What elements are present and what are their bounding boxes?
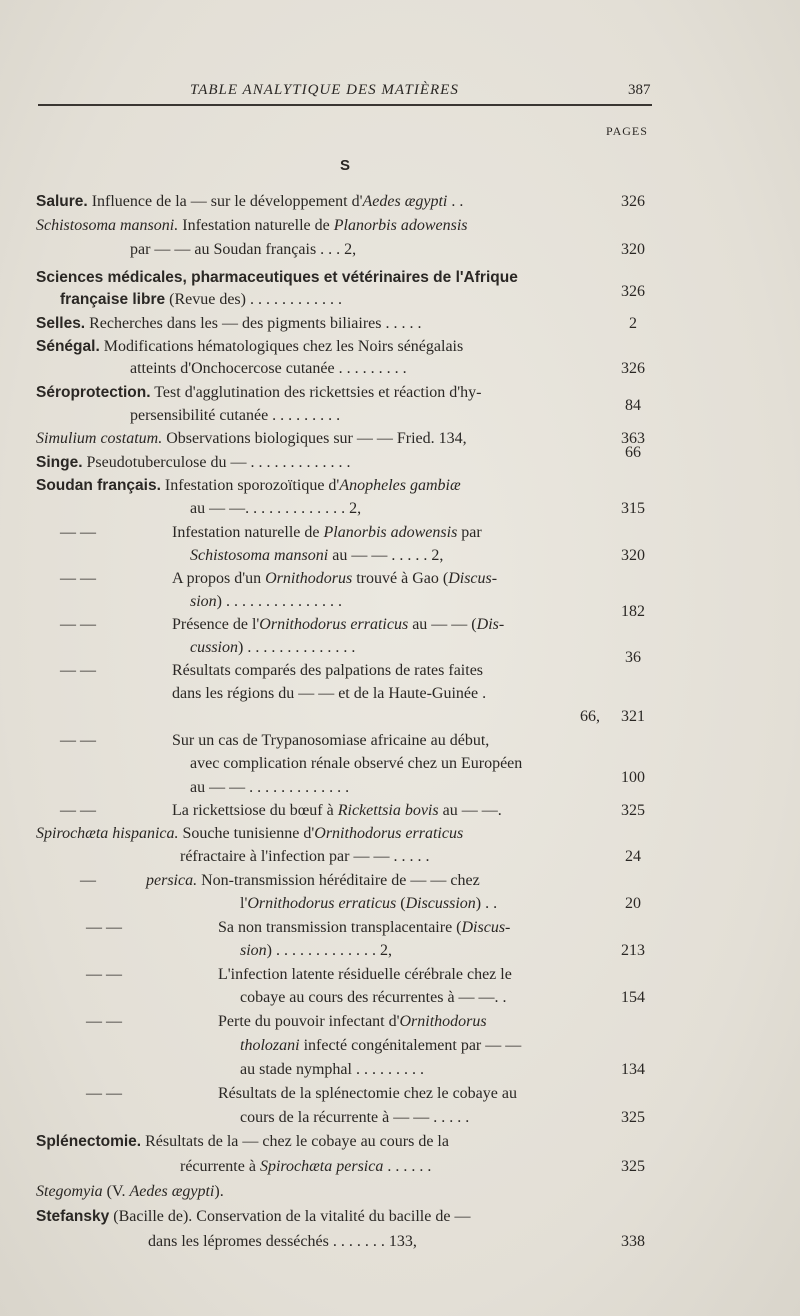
- index-line: [0, 381, 800, 404]
- entry-italic-text: Planorbis adowensis: [333, 217, 468, 234]
- entry-italic-text: Simulium costatum.: [36, 430, 163, 447]
- section-letter: S: [339, 157, 350, 174]
- entry-segment: au stade nymphal . . . . . . . . .: [240, 1061, 424, 1078]
- entry-headword: Sciences médicales, pharmaceutiques et vétérinaires de l'Afrique: [36, 269, 518, 286]
- index-line: [0, 190, 800, 213]
- entry-italic-text: Schistosoma mansoni.: [36, 217, 179, 234]
- entry-text: [180, 845, 429, 868]
- index-line: [0, 214, 800, 237]
- entry-text: [172, 567, 497, 590]
- index-line: [0, 1010, 800, 1033]
- entry-headword: Soudan français.: [36, 477, 161, 494]
- entry-headword: Salure.: [36, 193, 88, 210]
- index-line: [0, 1180, 800, 1203]
- entry-text: [130, 238, 356, 261]
- entry-text: [36, 214, 468, 237]
- entry-headword: Splénectomie.: [36, 1133, 142, 1150]
- index-line: [0, 266, 800, 289]
- index-line: [0, 497, 800, 520]
- entry-italic-text: sion: [240, 942, 267, 959]
- entry-headword: Selles.: [36, 315, 86, 332]
- entry-headword: Sénégal.: [36, 338, 100, 355]
- entry-segment: infecté congénitalement par — —: [299, 1037, 522, 1054]
- index-line: [0, 822, 800, 845]
- entry-segment: (: [396, 895, 406, 912]
- entry-segment: Influence de la — sur le développement d': [87, 193, 363, 210]
- page-reference: 84: [625, 397, 641, 414]
- entry-segment: au — — (: [408, 616, 477, 633]
- index-line: [0, 544, 800, 567]
- entry-italic-text: Aedes ægypti: [362, 193, 448, 210]
- entry-italic-text: Ornithodorus: [399, 1013, 487, 1030]
- entry-text: [218, 916, 510, 939]
- entry-text: [172, 659, 483, 682]
- entry-text: [218, 1010, 487, 1033]
- entry-segment: trouvé à Gao (: [352, 570, 449, 587]
- entry-segment: avec complication rénale observé chez un Européen: [190, 755, 523, 772]
- ditto-dash: — —: [60, 662, 96, 679]
- page-reference: 325: [621, 1158, 645, 1175]
- ditto-dash: — —: [86, 1013, 122, 1030]
- entry-segment: réfractaire à l'infection par — — . . . . .: [180, 848, 430, 865]
- entry-italic-text: Ornithodorus erraticus: [314, 825, 464, 842]
- entry-text: [36, 474, 461, 497]
- index-line: [0, 1205, 800, 1228]
- ditto-dash: — —: [60, 570, 96, 587]
- entry-segment: Sur un cas de Trypanosomiase africaine au début,: [172, 732, 490, 749]
- entry-text: [36, 822, 463, 845]
- entry-text: [36, 1180, 224, 1203]
- page-reference: 66: [625, 444, 641, 461]
- index-line: [0, 1230, 800, 1253]
- index-line: [0, 427, 800, 450]
- entry-segment: Modifications hématologiques chez les Noirs sénégalais: [99, 338, 464, 355]
- index-line: [0, 729, 800, 752]
- entry-italic-text: Ornithodorus erraticus: [247, 895, 397, 912]
- page-reference: 213: [621, 942, 645, 959]
- index-line: [0, 474, 800, 497]
- header-rule: [38, 104, 652, 106]
- entry-text: [148, 1230, 417, 1253]
- index-line: [0, 1082, 800, 1105]
- entry-segment: (Bacille de). Conservation de la vitalité du bacille de —: [109, 1208, 471, 1225]
- entry-text: [172, 613, 504, 636]
- index-line: [0, 769, 800, 799]
- index-line: [0, 312, 800, 335]
- entry-segment: Pseudotuberculose du — . . . . . . . . . . . . .: [82, 454, 351, 471]
- entry-segment: . . . . . .: [383, 1158, 432, 1175]
- entry-text: [36, 312, 422, 335]
- entry-segment: ) . . . . . . . . . . . . . . .: [216, 593, 342, 610]
- entry-segment: ) . . . . . . . . . . . . . .: [238, 639, 356, 656]
- entry-text: [36, 190, 463, 213]
- entry-italic-text: sion: [190, 593, 217, 610]
- index-line: [0, 335, 800, 358]
- index-line: [0, 705, 800, 728]
- entry-italic-text: persica.: [146, 872, 198, 889]
- ditto-dash: — —: [86, 919, 122, 936]
- index-line: [0, 892, 800, 915]
- entry-segment: Observations biologiques sur — — Fried. 134,: [162, 430, 467, 447]
- entry-segment: (V.: [102, 1183, 130, 1200]
- entry-italic-text: Spirochæta persica: [259, 1158, 384, 1175]
- index-line: [0, 613, 800, 636]
- entry-segment: cobaye au cours des récurrentes à — —. .: [240, 989, 507, 1006]
- entry-segment: ) . . . . . . . . . . . . . 2,: [266, 942, 392, 959]
- entry-text: [190, 544, 443, 567]
- index-line: [0, 1130, 800, 1153]
- entry-italic-text: Ornithodorus erraticus: [259, 616, 409, 633]
- ditto-dash: — —: [86, 966, 122, 983]
- entry-text: [218, 1082, 517, 1105]
- entry-text: [172, 729, 489, 752]
- ditto-dash: — —: [60, 802, 96, 819]
- entry-segment: Infestation naturelle de: [178, 217, 334, 234]
- entry-text: [172, 682, 486, 705]
- entry-segment: cours de la récurrente à — — . . . . .: [240, 1109, 470, 1126]
- entry-italic-text: Dis-: [476, 616, 505, 633]
- index-line: [0, 799, 800, 822]
- entry-segment: l': [240, 895, 248, 912]
- ditto-dash: — —: [60, 616, 96, 633]
- entry-segment: (Revue des) . . . . . . . . . . . .: [165, 291, 342, 308]
- ditto-dash: — —: [86, 1085, 122, 1102]
- index-line: [0, 283, 800, 311]
- index-line: [0, 1106, 800, 1129]
- page-reference: 134: [621, 1061, 645, 1078]
- entry-segment: dans les lépromes desséchés . . . . . . . 133,: [148, 1233, 417, 1250]
- entry-segment: au — —. . . . . . . . . . . . . 2,: [190, 500, 362, 517]
- entry-italic-text: Spirochæta hispanica.: [36, 825, 179, 842]
- index-line: [0, 444, 800, 474]
- entry-segment: Sa non transmission transplacentaire (: [218, 919, 462, 936]
- entry-text: [190, 636, 355, 659]
- index-line: [0, 567, 800, 590]
- entry-italic-text: Schistosoma mansoni: [190, 547, 329, 564]
- ditto-dash: — —: [60, 524, 96, 541]
- page-reference: 321: [621, 708, 645, 725]
- entry-text: [190, 590, 342, 613]
- entry-segment: au — — . . . . . 2,: [328, 547, 444, 564]
- entry-segment: Résultats de la — chez le cobaye au cours de la: [141, 1133, 449, 1150]
- entry-segment: Infestation naturelle de: [172, 524, 324, 541]
- entry-segment: L'infection latente résiduelle cérébrale chez le: [218, 966, 512, 983]
- index-line: [0, 845, 800, 868]
- entry-segment: Présence de l': [172, 616, 260, 633]
- entry-segment: par — — au Soudan français . . . 2,: [130, 241, 357, 258]
- page-reference: 20: [625, 895, 641, 912]
- entry-text: [60, 288, 342, 311]
- index-line: [0, 238, 800, 261]
- entry-segment: Souche tunisienne d': [178, 825, 315, 842]
- entry-segment: Résultats comparés des palpations de rates faites: [172, 662, 484, 679]
- page-reference: 363: [621, 430, 645, 447]
- entry-text: [190, 752, 522, 775]
- entry-segment: Non-transmission héréditaire de — — chez: [197, 872, 480, 889]
- entry-segment: La rickettsiose du bœuf à: [172, 802, 338, 819]
- index-line: [0, 1155, 800, 1178]
- entry-italic-text: Planorbis adowensis: [323, 524, 458, 541]
- page-reference: 320: [621, 547, 645, 564]
- entry-text: [190, 497, 361, 520]
- entry-text: [240, 1058, 424, 1081]
- entry-segment: dans les régions du — — et de la Haute-Guinée .: [172, 685, 487, 702]
- entry-segment: Infestation sporozoïtique d': [160, 477, 340, 494]
- page-reference: 182: [621, 603, 645, 620]
- entry-text: [146, 869, 480, 892]
- entry-text: [240, 892, 497, 915]
- entry-text: [130, 404, 340, 427]
- entry-text: [172, 521, 482, 544]
- entry-text: [240, 1034, 521, 1057]
- index-line: [0, 1034, 800, 1057]
- entry-headword: Stefansky: [36, 1208, 110, 1225]
- entry-text: [580, 705, 600, 728]
- entry-text: [36, 266, 518, 289]
- entry-italic-text: Discus-: [461, 919, 511, 936]
- entry-segment: Recherches dans les — des pigments biliaires . . . . .: [85, 315, 422, 332]
- entry-headword: française libre: [60, 291, 166, 308]
- entry-italic-text: Discussion: [405, 895, 476, 912]
- index-line: [0, 752, 800, 775]
- page-reference: 2: [629, 315, 637, 332]
- entry-text: [36, 427, 467, 450]
- ditto-dash: —: [80, 872, 96, 889]
- entry-italic-text: Stegomyia: [36, 1183, 103, 1200]
- page-reference: 326: [621, 193, 645, 210]
- page-reference: 325: [621, 802, 645, 819]
- entry-italic-text: Aedes ægypti: [129, 1183, 215, 1200]
- page-reference: 154: [621, 989, 645, 1006]
- page-reference: 326: [621, 360, 645, 377]
- entry-text: [172, 799, 502, 822]
- entry-segment: Test d'agglutination des rickettsies et réaction d'hy-: [150, 384, 482, 401]
- page-reference: 325: [621, 1109, 645, 1126]
- entry-text: [190, 776, 349, 799]
- entry-italic-text: tholozani: [240, 1037, 300, 1054]
- entry-segment: par: [457, 524, 482, 541]
- entry-headword: Singe.: [36, 454, 83, 471]
- page-reference: 100: [621, 769, 645, 786]
- entry-text: [240, 939, 392, 962]
- entry-text: [240, 1106, 469, 1129]
- entry-text: [36, 335, 463, 358]
- index-line: [0, 1058, 800, 1081]
- entry-text: [36, 1205, 470, 1228]
- index-line: [0, 636, 800, 666]
- index-line: [0, 939, 800, 962]
- index-line: [0, 986, 800, 1009]
- entry-segment: A propos d'un: [172, 570, 266, 587]
- entry-segment: persensibilité cutanée . . . . . . . . .: [130, 407, 341, 424]
- pages-column-label: PAGES: [606, 124, 648, 138]
- entry-text: [130, 357, 407, 380]
- entry-segment: récurrente à: [180, 1158, 260, 1175]
- entry-segment: atteints d'Onchocercose cutanée . . . . . . . . .: [130, 360, 407, 377]
- entry-text: [180, 1155, 431, 1178]
- index-line: [0, 521, 800, 544]
- index-line: [0, 659, 800, 682]
- entry-italic-text: Ornithodorus: [265, 570, 353, 587]
- entry-italic-text: cussion: [190, 639, 238, 656]
- entry-italic-text: Rickettsia bovis: [337, 802, 439, 819]
- index-line: [0, 397, 800, 427]
- entry-italic-text: Discus-: [448, 570, 498, 587]
- index-line: [0, 869, 800, 892]
- entry-segment: . .: [447, 193, 464, 210]
- page-number: 387: [628, 82, 651, 98]
- entry-italic-text: Anopheles gambiæ: [339, 477, 461, 494]
- entry-segment: 66,: [580, 708, 600, 725]
- running-title: TABLE ANALYTIQUE DES MATIÈRES: [190, 82, 459, 98]
- entry-text: [36, 1130, 449, 1153]
- entry-segment: ) . .: [475, 895, 498, 912]
- entry-segment: Perte du pouvoir infectant d': [218, 1013, 400, 1030]
- page-reference: 24: [625, 848, 641, 865]
- entry-text: [240, 986, 507, 1009]
- page-reference: 36: [625, 649, 641, 666]
- index-line: [0, 963, 800, 986]
- page-reference: 320: [621, 241, 645, 258]
- entry-segment: au — — . . . . . . . . . . . . .: [190, 779, 350, 796]
- entry-segment: ).: [214, 1183, 224, 1200]
- page-reference: 315: [621, 500, 645, 517]
- page-reference: 326: [621, 283, 645, 300]
- entry-text: [36, 381, 481, 404]
- entry-headword: Séroprotection.: [36, 384, 151, 401]
- index-line: [0, 916, 800, 939]
- entry-text: [218, 963, 512, 986]
- index-line: [0, 682, 800, 705]
- entry-text: [36, 451, 351, 474]
- index-line: [0, 357, 800, 380]
- entry-segment: au — —.: [438, 802, 502, 819]
- ditto-dash: — —: [60, 732, 96, 749]
- entry-segment: Résultats de la splénectomie chez le cobaye au: [218, 1085, 517, 1102]
- index-line: [0, 590, 800, 620]
- page-reference: 338: [621, 1233, 645, 1250]
